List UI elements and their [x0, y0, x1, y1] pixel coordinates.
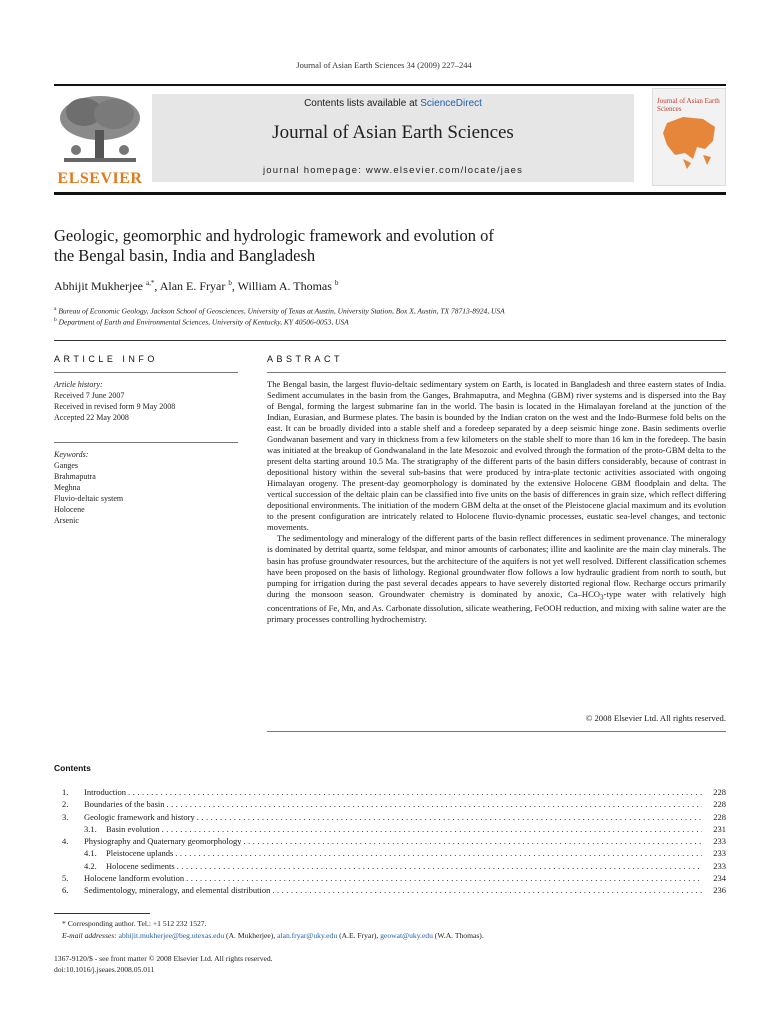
toc-title: Pleistocene uplands [106, 848, 174, 859]
toc-page: 228 [713, 811, 726, 822]
toc-number: 5. [62, 873, 69, 884]
contents-heading: Contents [54, 763, 91, 773]
author-name[interactable]: Abhijit Mukherjee [54, 279, 143, 293]
affiliation-b [54, 317, 349, 327]
toc-leader [175, 847, 702, 859]
toc-leader [197, 811, 702, 823]
asia-map-icon [653, 89, 725, 185]
abstract-heading: ABSTRACT [267, 354, 344, 364]
history-label: Article history: [54, 380, 103, 389]
footnote-divider [54, 913, 150, 914]
history-accepted: Accepted 22 May 2008 [54, 413, 129, 422]
subscript: 3 [600, 593, 604, 602]
history-received: Received 7 June 2007 [54, 391, 125, 400]
abstract-paragraph-2-text: -type water with relatively high concentrations of Fe, Mn, and As. Carbonate dissolution, silicate weathering, FeOOH reduction, and mixing with saline water are the primary processes controlling hydrochemistry. [267, 588, 726, 625]
affiliation-a [54, 306, 505, 316]
journal-homepage-link[interactable]: journal homepage: www.elsevier.com/locate/jaes [262, 165, 524, 176]
abstract-top-divider [267, 372, 726, 373]
toc-item[interactable] [62, 860, 726, 872]
cover-title: Journal of Asian Earth Sciences [657, 97, 720, 113]
toc-item[interactable] [62, 798, 726, 810]
toc-title: Introduction [84, 787, 127, 797]
toc-title: Boundaries of the basin [84, 799, 165, 810]
keyword: Meghna [54, 483, 81, 492]
keyword: Holocene [54, 505, 85, 514]
abstract-paragraph-2 [267, 533, 726, 625]
toc-page: 236 [713, 885, 726, 896]
email-label: E-mail addresses: [62, 931, 117, 940]
toc-item[interactable] [62, 835, 726, 847]
toc-item[interactable] [62, 823, 726, 835]
email-owner: (A.E. Fryar), [339, 931, 379, 940]
email-owner: (A. Mukherjee), [226, 931, 276, 940]
info-divider [54, 442, 238, 443]
email-link[interactable]: geowat@uky.edu [380, 931, 433, 940]
elsevier-logo[interactable] [54, 92, 146, 187]
toc-title: Basin evolution [106, 823, 160, 834]
article-history [54, 379, 238, 423]
article-info-heading: ARTICLE INFO [54, 354, 158, 364]
keyword: Arsenic [54, 516, 79, 525]
keyword: Fluvio-deltaic system [54, 494, 124, 503]
doi-line[interactable]: doi:10.1016/j.jseaes.2008.05.011 [54, 965, 155, 974]
toc-number: 4. [62, 836, 69, 847]
toc-page: 231 [713, 823, 726, 834]
masthead [54, 84, 726, 195]
toc-number: 6. [62, 885, 69, 896]
email-link[interactable]: alan.fryar@uky.edu [277, 931, 338, 940]
toc-leader [128, 786, 702, 798]
toc-page: 233 [713, 836, 726, 847]
toc-item[interactable] [62, 811, 726, 823]
author-affiliation-mark[interactable]: b [334, 279, 339, 287]
contents-prefix: Contents lists available at [304, 98, 421, 109]
abstract-paragraph-2-text: The sedimentology and mineralogy of the different parts of the basin reflect differences in sediment provenance. The mineralogy is dominated by detrital quartz, some feldspar, and minor amounts of carbonates; illite and kaolinite are the main clay minerals. The basin has profuse groundwater resources, but the architecture of the aquifers is not yet well resolved. Different classification schemes have been proposed on the basis of lithology. Regional groundwater flow follows a low hydraulic gradient from north to south, but pumping for irrigation during the past several decades appears to have severely distorted regional flow. Recharge occurs primarily during the monsoon season. Groundwater chemistry is dominated by anoxic, Ca–HCO [267, 533, 726, 599]
tree-icon [54, 92, 146, 170]
toc-page: 233 [713, 860, 726, 871]
toc-number: 1. [62, 787, 69, 797]
info-divider [54, 372, 238, 373]
author-name[interactable]: William A. Thomas [237, 279, 332, 293]
keyword: Ganges [54, 461, 78, 470]
author-affiliation-mark[interactable]: a,* [145, 279, 155, 287]
toc-leader [186, 872, 702, 884]
toc-leader [162, 823, 702, 835]
affiliation-mark: b [54, 317, 57, 323]
contents-available-line [152, 98, 634, 109]
toc-page: 233 [713, 848, 726, 859]
toc-page: 234 [713, 873, 726, 884]
table-of-contents [62, 786, 726, 897]
toc-leader [243, 835, 702, 847]
author-list: Abhijit Mukherjee $^{a,*}$, Alan E. Fryar $^b$, William A. Thomas $^b$ [54, 279, 339, 293]
journal-title: Journal of Asian Earth Sciences [272, 122, 514, 143]
toc-title: Sedimentology, mineralogy, and elemental distribution [84, 885, 271, 896]
keywords-label: Keywords: [54, 450, 89, 459]
toc-item[interactable] [62, 884, 726, 896]
affiliation-mark: a [54, 306, 57, 312]
history-revised: Received in revised form 9 May 2008 [54, 402, 176, 411]
toc-leader [272, 884, 702, 896]
publisher-name: ELSEVIER [57, 170, 143, 187]
toc-page: 228 [713, 799, 726, 810]
keywords-list [54, 449, 238, 526]
email-addresses [62, 931, 484, 940]
toc-page: 228 [713, 787, 726, 797]
sciencedirect-link[interactable]: ScienceDirect [420, 98, 482, 109]
paper-title [54, 226, 674, 266]
toc-leader [167, 798, 703, 810]
toc-item[interactable] [62, 786, 726, 798]
keyword: Brahmaputra [54, 472, 96, 481]
abstract-body [267, 379, 726, 625]
toc-title: Holocene landform evolution [84, 873, 185, 884]
toc-title: Holocene sediments [106, 860, 175, 871]
toc-item[interactable] [62, 847, 726, 859]
corresponding-author-note: * Corresponding author. Tel.: +1 512 232 1527. [62, 919, 207, 928]
toc-number: 3.1. [84, 823, 97, 834]
section-divider [54, 340, 726, 341]
toc-item[interactable] [62, 872, 726, 884]
abstract-paragraph-1: The Bengal basin, the largest fluvio-deltaic sedimentary system on Earth, is located in Bangladesh and three eastern states of India. Sediment accumulates in the basin from the Ganges, Brahmaputra, and Meghna (GBM) river systems and is dispersed into the Bay of Bengal, forming the largest submarine fan in the world. The basin is located in the Himalayan foreland at the junction of the Indian, Eurasian, and Burmese plates. The basin is bounded by the Indian craton on the west and the Indo-Burmese fold belts on the east. It can be broadly divided into a stable shelf and a foredeep separated by a deep seismic hinge zone. Basin sediments overlie Gondwanan basement and vary in thickness from a few kilometers on the stable shelf to more than 16 km in the foredeep. The basin was initiated at the breakup of Gondwanaland in the late Mesozoic and evolved through the formation of the proto-GBM delta to the present delta starting around 10.5 Ma. The stratigraphy of the different parts of the basin differs considerably, because of contrast in depositional history within the several sub-basins that were produced by intra-plate tectonic activities associated with ongoing Himalayan orogeny. The present-day geomorphology is dominated by the extensive Holocene GBM floodplain and delta. The vertical succession of the deltaic plain can be classified into five units on the basis of differences in grain size, which reflect differing depositional environments. The initiation of the modern GBM delta at the onset of the Pleistocene glacial maximum and its evolution to the present configuration are intricately related to Holocene fluvio-dynamic processes, eustatic sea-level changes, and tectonic movements. [267, 379, 726, 533]
toc-title: Physiography and Quaternary geomorphology [84, 836, 242, 847]
abstract-bottom-divider [267, 731, 726, 732]
paper-title-line-2: the Bengal basin, India and Bangladesh [54, 246, 316, 265]
toc-number: 4.2. [84, 860, 97, 871]
toc-number: 3. [62, 811, 69, 822]
toc-title: Geologic framework and history [84, 811, 195, 822]
toc-number: 2. [62, 799, 69, 810]
issn-line: 1367-9120/$ - see front matter © 2008 Elsevier Ltd. All rights reserved. [54, 954, 273, 963]
author-affiliation-mark[interactable]: b [228, 279, 232, 287]
journal-citation: Journal of Asian Earth Sciences 34 (2009) 227–244 [296, 60, 472, 70]
copyright: © 2008 Elsevier Ltd. All rights reserved. [585, 713, 726, 723]
affiliation-text: Bureau of Economic Geology, Jackson School of Geosciences, University of Texas at Austin, University Station, Box X, Austin, TX 78713-8924, USA [58, 306, 505, 316]
email-link[interactable]: abhijit.mukherjee@beg.utexas.edu [118, 931, 225, 940]
author-name[interactable]: Alan E. Fryar [159, 279, 226, 293]
email-owner: (W.A. Thomas). [434, 931, 484, 940]
affiliation-text: Department of Earth and Environmental Sciences, University of Kentucky, KY 40506-0053, USA [58, 317, 349, 327]
toc-leader [177, 860, 702, 872]
journal-box [152, 94, 634, 182]
journal-cover[interactable] [652, 88, 726, 186]
toc-number: 4.1. [84, 848, 97, 859]
paper-title-line-1: Geologic, geomorphic and hydrologic framework and evolution of [54, 226, 494, 245]
